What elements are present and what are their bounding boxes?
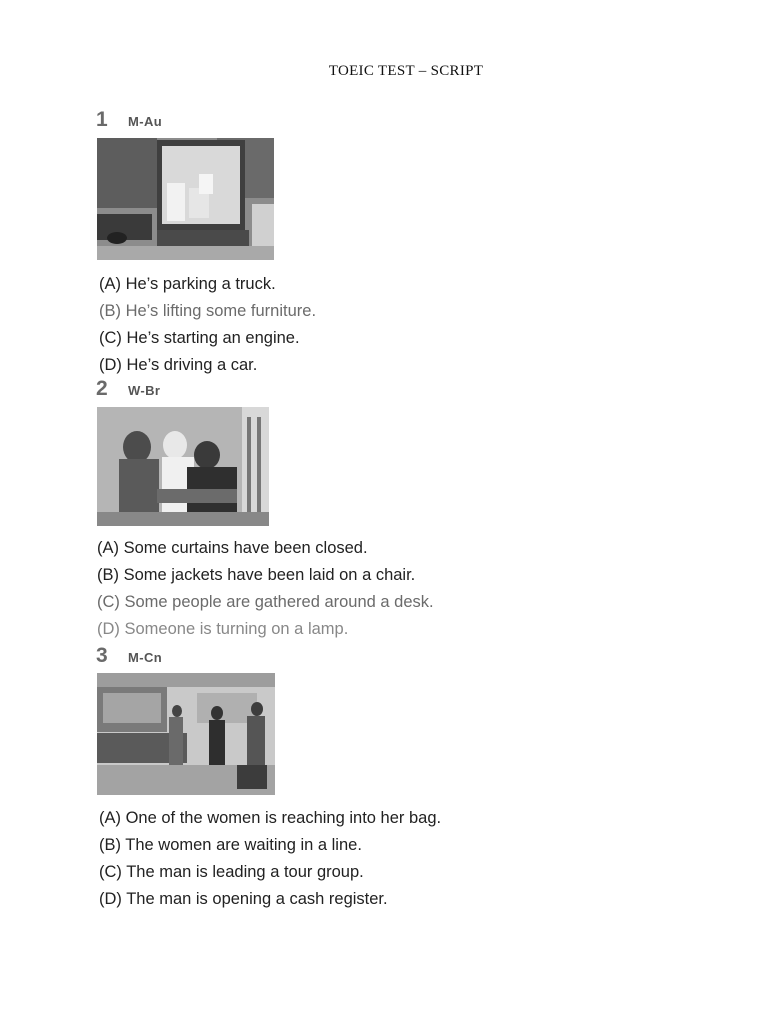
option-a: (A) He’s parking a truck. — [99, 275, 276, 293]
truck-furniture-photo — [97, 138, 274, 260]
option-a: (A) Some curtains have been closed. — [97, 539, 368, 557]
question-header — [96, 108, 162, 132]
option-d: (D) Someone is turning on a lamp. — [97, 620, 349, 638]
speaker-code: M-Au — [128, 114, 163, 129]
option-b: (B) He’s lifting some furniture. — [99, 302, 317, 320]
answer-options — [97, 535, 434, 643]
option-a: (A) One of the women is reaching into her bag. — [99, 809, 442, 827]
question-number: 3 — [96, 644, 108, 667]
page-title: TOEIC TEST – SCRIPT — [328, 63, 484, 79]
question-number: 2 — [96, 377, 108, 400]
option-b: (B) Some jackets have been laid on a chair. — [97, 566, 416, 584]
store-counter-photo — [97, 673, 275, 795]
speaker-code: W-Br — [128, 383, 161, 398]
question-number: 1 — [96, 108, 108, 131]
option-c: (C) The man is leading a tour group. — [99, 863, 364, 881]
office-desk-photo — [97, 407, 269, 526]
option-b: (B) The women are waiting in a line. — [99, 836, 362, 854]
option-d: (D) The man is opening a cash register. — [99, 890, 388, 908]
option-c: (C) Some people are gathered around a desk. — [97, 593, 434, 611]
speaker-code: M-Cn — [128, 650, 163, 665]
answer-options — [99, 805, 441, 913]
question-header — [96, 644, 162, 668]
option-d: (D) He’s driving a car. — [99, 356, 258, 374]
option-c: (C) He’s starting an engine. — [99, 329, 300, 347]
question-header — [96, 377, 160, 401]
answer-options — [99, 271, 316, 379]
